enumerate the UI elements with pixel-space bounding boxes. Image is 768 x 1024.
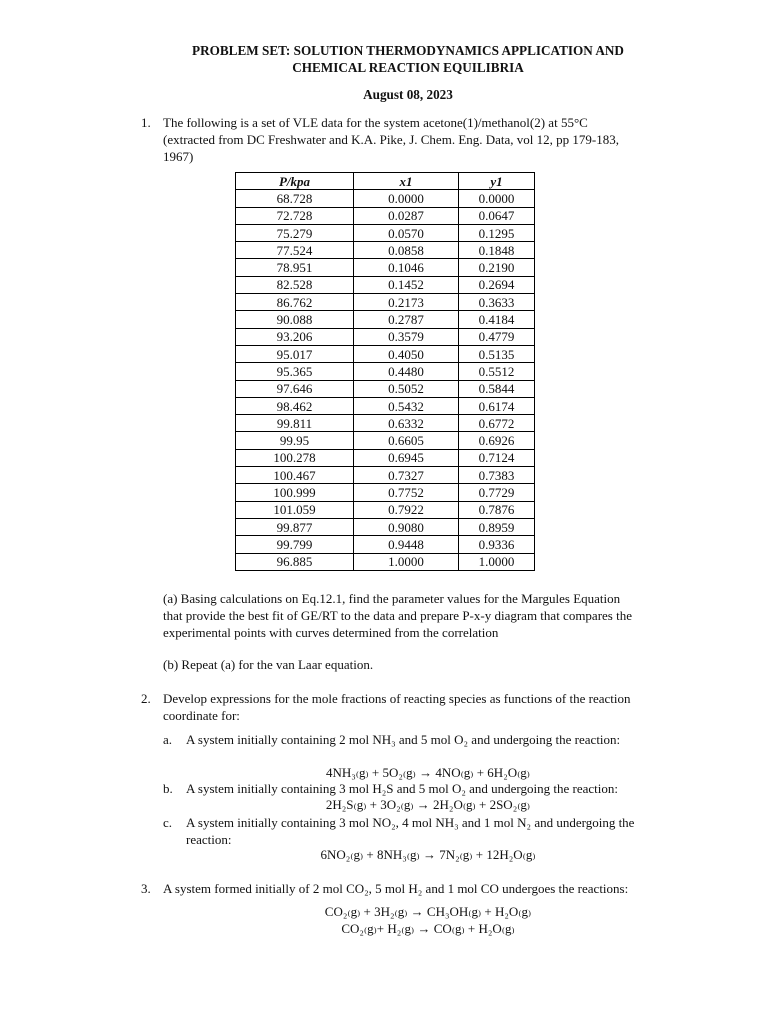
cell-pressure: 97.646 (236, 380, 354, 397)
cell-pressure: 95.365 (236, 363, 354, 380)
vle-data-table (235, 172, 535, 571)
cell-y1: 0.7876 (459, 501, 535, 518)
reaction-c-equation: 6NO₂₍g₎ + 8NH₃₍g₎ → 7N₂₍g₎ + 12H₂O₍g₎ (320, 847, 536, 862)
cell-y1: 0.6926 (459, 432, 535, 449)
cell-x1: 0.1046 (354, 259, 459, 276)
cell-y1: 0.5844 (459, 380, 535, 397)
cell-x1: 0.7922 (354, 501, 459, 518)
item-a-label: a. (163, 732, 173, 747)
cell-pressure: 99.799 (236, 536, 354, 553)
table-row (236, 345, 535, 362)
part-a-line-3: experimental points with curves determined from the correlation (163, 625, 499, 640)
question-3-number: 3. (141, 881, 151, 896)
cell-y1: 0.6772 (459, 415, 535, 432)
cell-pressure: 75.279 (236, 224, 354, 241)
question-3-text: A system formed initially of 2 mol CO₂, 5 mol H₂ and 1 mol CO undergoes the reactions: (163, 881, 629, 896)
table-row (236, 311, 535, 328)
cell-y1: 0.8959 (459, 518, 535, 535)
cell-y1: 0.2694 (459, 276, 535, 293)
cell-x1: 0.9080 (354, 518, 459, 535)
table-row (236, 432, 535, 449)
cell-y1: 0.2190 (459, 259, 535, 276)
header-x1: x1 (354, 173, 459, 190)
cell-y1: 0.6174 (459, 397, 535, 414)
item-a-text: A system initially containing 2 mol NH₃ and 5 mol O₂ and undergoing the reaction: (186, 732, 621, 747)
cell-x1: 0.0000 (354, 190, 459, 207)
cell-pressure: 95.017 (236, 345, 354, 362)
question-2-line-2: coordinate for: (163, 708, 240, 723)
table-row (236, 276, 535, 293)
cell-x1: 0.0570 (354, 224, 459, 241)
table-row (236, 518, 535, 535)
cell-x1: 0.1452 (354, 276, 459, 293)
item-c-label: c. (163, 815, 173, 830)
item-b-label: b. (163, 781, 173, 796)
cell-y1: 0.5135 (459, 345, 535, 362)
table-row (236, 190, 535, 207)
title-line-1: PROBLEM SET: SOLUTION THERMODYNAMICS APPLICATION AND (192, 43, 624, 58)
table-row (236, 207, 535, 224)
reaction-3-equation-1: CO₂₍g₎ + 3H₂₍g₎ → CH₃OH₍g₎ + H₂O₍g₎ (324, 904, 532, 919)
item-b-text: A system initially containing 3 mol H₂S and 5 mol O₂ and undergoing the reaction: (186, 781, 618, 796)
cell-pressure: 100.467 (236, 467, 354, 484)
reaction-a-equation: 4NH₃₍g₎ + 5O₂₍g₎ → 4NO₍g₎ + 6H₂O₍g₎ (325, 765, 531, 780)
cell-pressure: 86.762 (236, 294, 354, 311)
table-row (236, 536, 535, 553)
cell-x1: 0.2787 (354, 311, 459, 328)
cell-x1: 0.0287 (354, 207, 459, 224)
question-1-line-3: 1967) (163, 149, 194, 164)
cell-pressure: 90.088 (236, 311, 354, 328)
table-row (236, 380, 535, 397)
cell-y1: 0.9336 (459, 536, 535, 553)
cell-y1: 0.7124 (459, 449, 535, 466)
question-2-line-1: Develop expressions for the mole fractions of reacting species as functions of the reaction (163, 691, 631, 706)
header-y1: y1 (459, 173, 535, 190)
part-a-line-1: (a) Basing calculations on Eq.12.1, find the parameter values for the Margules Equation (163, 591, 621, 606)
cell-y1: 0.5512 (459, 363, 535, 380)
cell-x1: 0.6945 (354, 449, 459, 466)
cell-y1: 0.4184 (459, 311, 535, 328)
table-row (236, 242, 535, 259)
document-date: August 08, 2023 (363, 87, 453, 102)
cell-pressure: 68.728 (236, 190, 354, 207)
table-row (236, 467, 535, 484)
table-body (236, 190, 535, 571)
table-row (236, 224, 535, 241)
cell-y1: 0.7383 (459, 467, 535, 484)
cell-pressure: 100.999 (236, 484, 354, 501)
question-1-part-b: (b) Repeat (a) for the van Laar equation. (163, 657, 374, 672)
cell-pressure: 99.877 (236, 518, 354, 535)
table-row (236, 363, 535, 380)
item-c-line-2: reaction: (186, 832, 232, 847)
cell-x1: 0.2173 (354, 294, 459, 311)
question-1-text (163, 114, 619, 165)
reaction-b-equation: 2H₂S₍g₎ + 3O₂₍g₎ → 2H₂O₍g₎ + 2SO₂₍g₎ (325, 797, 531, 812)
cell-y1: 0.1295 (459, 224, 535, 241)
cell-x1: 0.7327 (354, 467, 459, 484)
part-a-line-2: that provide the best fit of GE/RT to the data and prepare P-x-y diagram that compares the (163, 608, 632, 623)
reaction-3-equation-2: CO₂₍g₎+ H₂₍g₎ → CO₍g₎ + H₂O₍g₎ (341, 921, 515, 936)
table-row (236, 449, 535, 466)
question-1-part-a (163, 590, 632, 641)
table-row (236, 259, 535, 276)
item-c-text (186, 814, 634, 848)
cell-y1: 0.0000 (459, 190, 535, 207)
cell-pressure: 78.951 (236, 259, 354, 276)
table-row (236, 328, 535, 345)
cell-pressure: 77.524 (236, 242, 354, 259)
question-2-text (163, 690, 630, 724)
cell-x1: 0.4050 (354, 345, 459, 362)
cell-y1: 0.4779 (459, 328, 535, 345)
table-row (236, 294, 535, 311)
cell-y1: 0.7729 (459, 484, 535, 501)
cell-x1: 0.6332 (354, 415, 459, 432)
cell-x1: 0.6605 (354, 432, 459, 449)
cell-y1: 0.3633 (459, 294, 535, 311)
cell-pressure: 98.462 (236, 397, 354, 414)
table-row (236, 501, 535, 518)
cell-x1: 0.7752 (354, 484, 459, 501)
cell-pressure: 72.728 (236, 207, 354, 224)
title-line-2: CHEMICAL REACTION EQUILIBRIA (292, 60, 524, 75)
question-2-number: 2. (141, 691, 151, 706)
item-c-line-1: A system initially containing 3 mol NO₂, 4 mol NH₃ and 1 mol N₂ and undergoing the (186, 815, 635, 830)
cell-pressure: 101.059 (236, 501, 354, 518)
cell-x1: 0.3579 (354, 328, 459, 345)
cell-x1: 0.0858 (354, 242, 459, 259)
cell-pressure: 93.206 (236, 328, 354, 345)
document-title (0, 42, 768, 76)
cell-x1: 1.0000 (354, 553, 459, 570)
question-1-line-1: The following is a set of VLE data for the system acetone(1)/methanol(2) at 55°C (163, 115, 588, 130)
table-row (236, 553, 535, 570)
question-1-line-2: (extracted from DC Freshwater and K.A. Pike, J. Chem. Eng. Data, vol 12, pp 179-183, (163, 132, 619, 147)
cell-x1: 0.4480 (354, 363, 459, 380)
cell-x1: 0.5052 (354, 380, 459, 397)
cell-pressure: 100.278 (236, 449, 354, 466)
cell-pressure: 99.811 (236, 415, 354, 432)
cell-x1: 0.9448 (354, 536, 459, 553)
cell-x1: 0.5432 (354, 397, 459, 414)
table-row (236, 415, 535, 432)
cell-pressure: 82.528 (236, 276, 354, 293)
table-header-row (236, 173, 535, 190)
cell-y1: 0.0647 (459, 207, 535, 224)
question-1-number: 1. (141, 115, 151, 130)
header-pressure: P/kpa (236, 173, 354, 190)
cell-pressure: 99.95 (236, 432, 354, 449)
cell-pressure: 96.885 (236, 553, 354, 570)
cell-y1: 1.0000 (459, 553, 535, 570)
table-row (236, 484, 535, 501)
cell-y1: 0.1848 (459, 242, 535, 259)
table-row (236, 397, 535, 414)
